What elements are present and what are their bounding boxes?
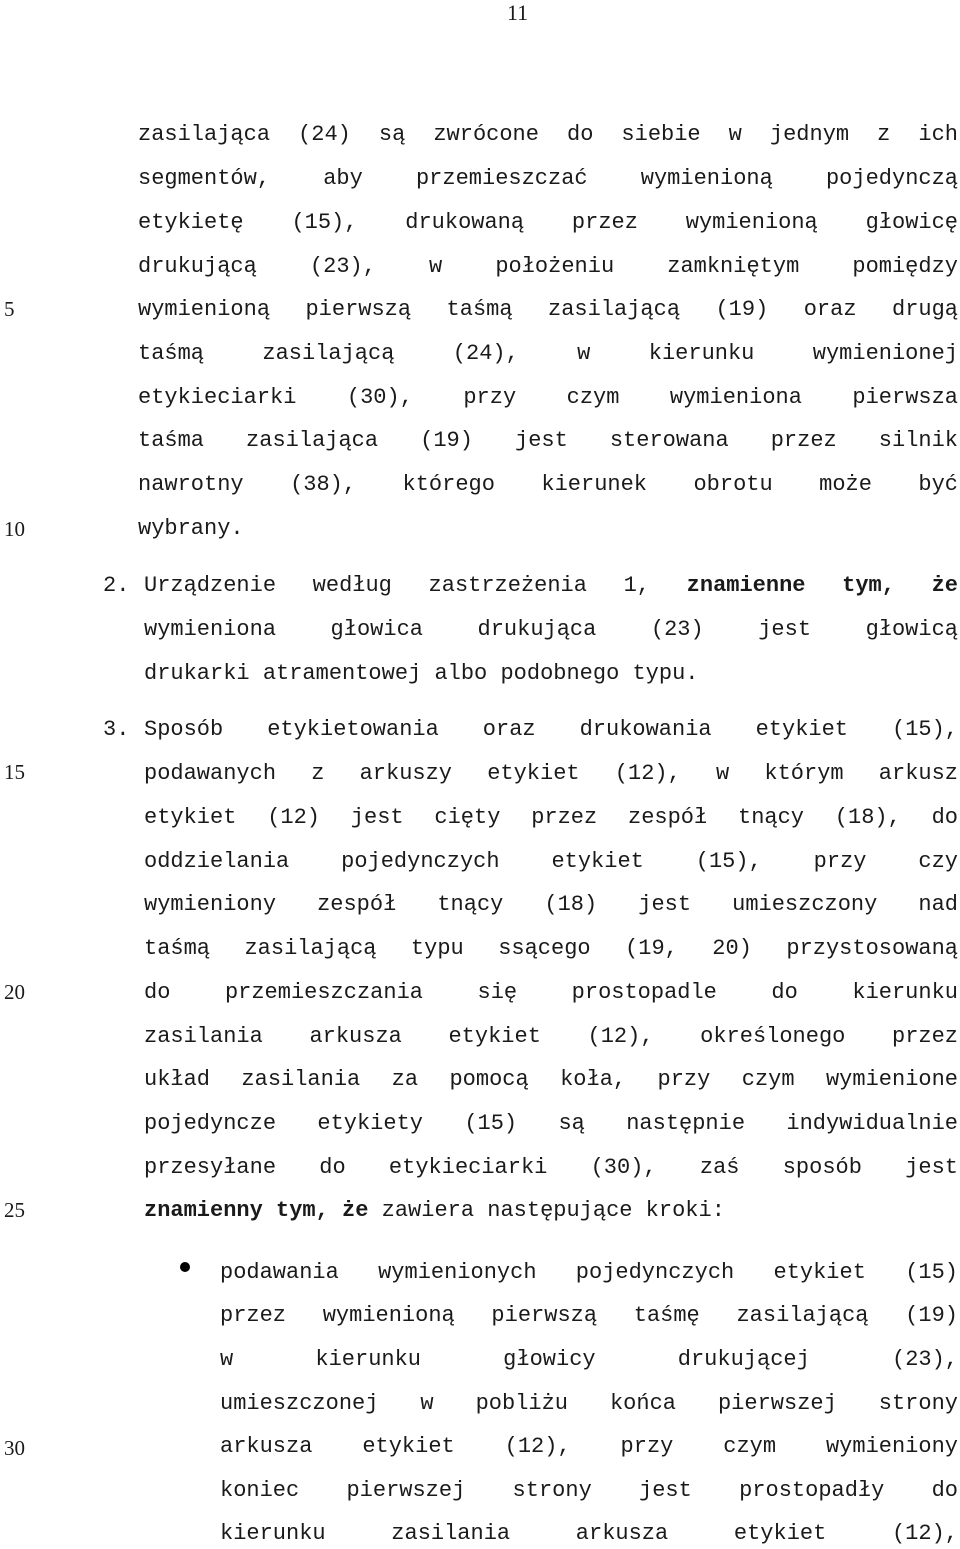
text-line: wymienioną pierwszą taśmą zasilającą (19) oraz drugą — [138, 297, 958, 322]
text-line: pojedyncze etykiety (15) są następnie indywidualnie — [144, 1111, 958, 1136]
text-line: segmentów, aby przemieszczać wymienioną pojedynczą — [138, 166, 958, 191]
text-line: układ zasilania za pomocą koła, przy czym wymienione — [144, 1067, 958, 1092]
line-number: 20 — [4, 980, 25, 1004]
text-line: podawania wymienionych pojedynczych etykiet (15) — [220, 1260, 958, 1285]
text-line: umieszczonej w pobliżu końca pierwszej strony — [220, 1391, 958, 1416]
text-line: taśmą zasilającą (24), w kierunku wymienionej — [138, 341, 958, 366]
bullet-icon — [180, 1262, 190, 1272]
claim-characterizing-phrase: znamienne tym, że — [686, 573, 959, 598]
text-line: wymieniony zespół tnący (18) jest umieszczony nad — [144, 892, 958, 917]
claim-text: Urządzenie według zastrzeżenia 1, — [144, 573, 651, 598]
text-line — [144, 1198, 725, 1224]
line-number: 5 — [4, 297, 15, 321]
text-line: etykietę (15), drukowaną przez wymienioną głowicę — [138, 210, 958, 235]
text-line — [144, 573, 958, 599]
text-line: arkusza etykiet (12), przy czym wymieniony — [220, 1434, 958, 1459]
text-line: Sposób etykietowania oraz drukowania etykiet (15), — [144, 717, 958, 742]
claim-text: zawiera następujące kroki: — [368, 1198, 725, 1223]
text-line: zasilająca (24) są zwrócone do siebie w jednym z ich — [138, 122, 958, 147]
page-number: 11 — [507, 0, 529, 25]
text-line: podawanych z arkuszy etykiet (12), w którym arkusz — [144, 761, 958, 786]
text-line: taśma zasilająca (19) jest sterowana przez silnik — [138, 428, 958, 453]
text-line: oddzielania pojedynczych etykiet (15), przy czy — [144, 849, 958, 874]
text-line: wybrany. — [138, 516, 244, 541]
claim-number: 2. — [103, 573, 130, 598]
text-line: przez wymienioną pierwszą taśmę zasilającą (19) — [220, 1303, 958, 1328]
text-line: taśmą zasilającą typu ssącego (19, 20) przystosowaną — [144, 936, 958, 961]
text-line: drukującą (23), w położeniu zamkniętym pomiędzy — [138, 254, 958, 279]
text-line: etykieciarki (30), przy czym wymieniona pierwsza — [138, 385, 958, 410]
text-line: w kierunku głowicy drukującej (23), — [220, 1347, 958, 1372]
text-line: kierunku zasilania arkusza etykiet (12), — [220, 1521, 958, 1546]
line-number: 15 — [4, 760, 25, 784]
text-line: drukarki atramentowej albo podobnego typu. — [144, 661, 699, 686]
line-number: 10 — [4, 517, 25, 541]
claim-number: 3. — [103, 717, 130, 742]
claim-characterizing-phrase: znamienny tym, że — [144, 1198, 369, 1223]
text-line: wymieniona głowica drukująca (23) jest głowicą — [144, 617, 958, 642]
text-line: do przemieszczania się prostopadle do kierunku — [144, 980, 958, 1005]
text-line: przesyłane do etykieciarki (30), zaś sposób jest — [144, 1155, 958, 1180]
text-line: etykiet (12) jest cięty przez zespół tnący (18), do — [144, 805, 958, 830]
line-number: 25 — [4, 1198, 25, 1222]
text-line: koniec pierwszej strony jest prostopadły do — [220, 1478, 958, 1503]
text-line: nawrotny (38), którego kierunek obrotu może być — [138, 472, 958, 497]
line-number: 30 — [4, 1436, 25, 1460]
text-line: zasilania arkusza etykiet (12), określonego przez — [144, 1024, 958, 1049]
